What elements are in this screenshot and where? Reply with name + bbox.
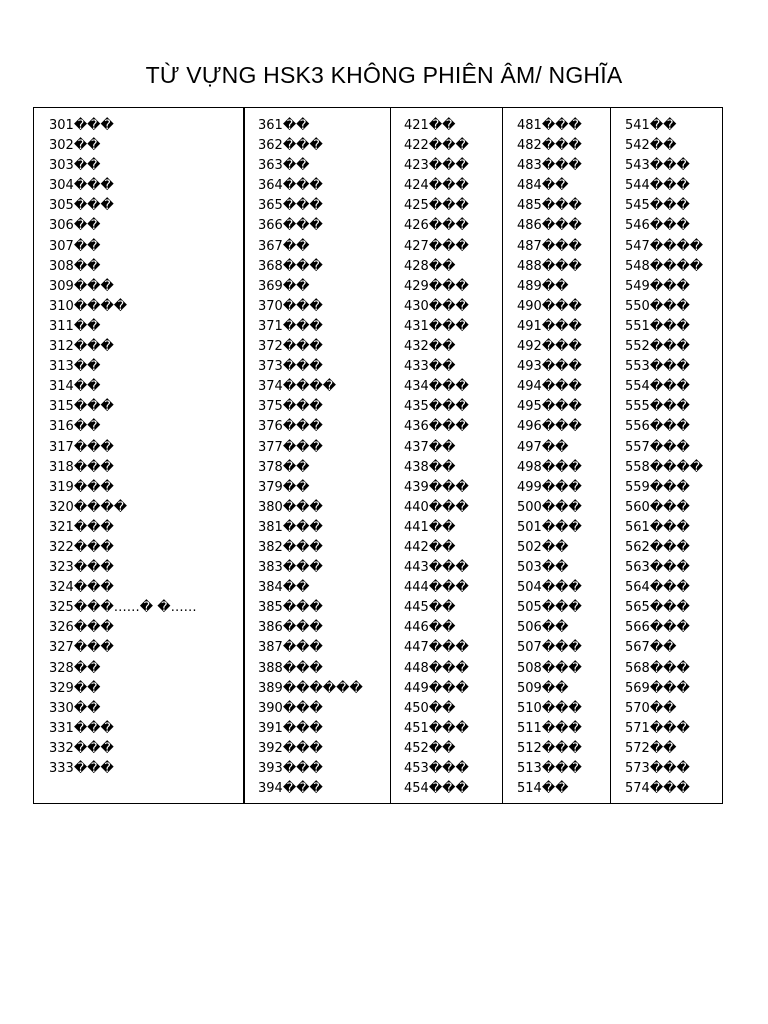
vocab-item: 510��� bbox=[517, 700, 582, 716]
vocab-item: 387��� bbox=[258, 640, 323, 656]
vocab-item: 322��� bbox=[49, 539, 114, 555]
vocab-item: 314�� bbox=[49, 379, 101, 395]
vocab-item: 555��� bbox=[625, 399, 690, 415]
vocab-item: 312��� bbox=[49, 339, 114, 355]
column-divider bbox=[610, 108, 611, 803]
vocab-item: 425��� bbox=[404, 198, 469, 214]
vocab-item: 325���……� �…… bbox=[49, 600, 197, 616]
vocab-item: 487��� bbox=[517, 238, 582, 254]
vocab-item: 369�� bbox=[258, 278, 310, 294]
vocab-item: 542�� bbox=[625, 138, 677, 154]
vocab-item: 307�� bbox=[49, 238, 101, 254]
vocab-item: 437�� bbox=[404, 439, 456, 455]
vocab-item: 567�� bbox=[625, 640, 677, 656]
vocab-item: 549��� bbox=[625, 278, 690, 294]
vocab-item: 393��� bbox=[258, 761, 323, 776]
vocab-item: 311�� bbox=[49, 318, 101, 334]
vocab-item: 423��� bbox=[404, 158, 469, 174]
vocab-item: 383��� bbox=[258, 560, 323, 576]
vocab-item: 503�� bbox=[517, 560, 569, 576]
vocab-item: 484�� bbox=[517, 178, 569, 194]
vocab-item: 502�� bbox=[517, 539, 569, 555]
vocab-item: 382��� bbox=[258, 539, 323, 555]
vocab-item: 498��� bbox=[517, 459, 582, 475]
vocab-item: 546��� bbox=[625, 218, 690, 234]
vocab-item: 392��� bbox=[258, 740, 323, 756]
vocab-item: 548���� bbox=[625, 258, 704, 274]
vocab-item: 541�� bbox=[625, 118, 677, 133]
vocab-item: 377��� bbox=[258, 439, 323, 455]
vocab-item: 323��� bbox=[49, 560, 114, 576]
vocab-item: 331��� bbox=[49, 720, 114, 736]
vocab-item: 547���� bbox=[625, 238, 704, 254]
vocab-item: 362��� bbox=[258, 138, 323, 154]
vocab-item: 388��� bbox=[258, 660, 323, 676]
vocab-item: 305��� bbox=[49, 198, 114, 214]
vocab-item: 554��� bbox=[625, 379, 690, 395]
vocab-item: 385��� bbox=[258, 600, 323, 616]
vocab-item: 501��� bbox=[517, 519, 582, 535]
vocab-item: 509�� bbox=[517, 680, 569, 696]
vocab-item: 481��� bbox=[517, 118, 582, 133]
vocab-item: 497�� bbox=[517, 439, 569, 455]
vocab-item: 330�� bbox=[49, 700, 101, 716]
vocab-item: 374���� bbox=[258, 379, 337, 395]
vocab-item: 453��� bbox=[404, 761, 469, 776]
vocab-item: 320���� bbox=[49, 499, 128, 515]
vocab-item: 514�� bbox=[517, 781, 569, 797]
vocab-item: 507��� bbox=[517, 640, 582, 656]
vocab-item: 565��� bbox=[625, 600, 690, 616]
column-divider bbox=[390, 108, 391, 803]
vocab-item: 361�� bbox=[258, 118, 310, 133]
vocab-item: 439��� bbox=[404, 479, 469, 495]
vocab-item: 557��� bbox=[625, 439, 690, 455]
vocab-item: 427��� bbox=[404, 238, 469, 254]
vocab-item: 368��� bbox=[258, 258, 323, 274]
vocab-item: 558���� bbox=[625, 459, 704, 475]
page-title: TỪ VỰNG HSK3 KHÔNG PHIÊN ÂM/ NGHĨA bbox=[145, 62, 623, 88]
vocab-item: 432�� bbox=[404, 339, 456, 355]
vocab-item: 310���� bbox=[49, 298, 128, 314]
vocab-item: 381��� bbox=[258, 519, 323, 535]
vocab-item: 488��� bbox=[517, 258, 582, 274]
vocab-item: 366��� bbox=[258, 218, 323, 234]
vocab-item: 571��� bbox=[625, 720, 690, 736]
vocab-column-3 bbox=[404, 116, 469, 799]
vocab-item: 304��� bbox=[49, 178, 114, 194]
vocab-item: 329�� bbox=[49, 680, 101, 696]
vocab-item: 445�� bbox=[404, 600, 456, 616]
vocab-item: 486��� bbox=[517, 218, 582, 234]
vocab-item: 426��� bbox=[404, 218, 469, 234]
vocab-item: 316�� bbox=[49, 419, 101, 435]
vocab-item: 544��� bbox=[625, 178, 690, 194]
vocab-item: 391��� bbox=[258, 720, 323, 736]
vocab-item: 506�� bbox=[517, 620, 569, 636]
vocab-item: 513��� bbox=[517, 761, 582, 776]
vocab-column-5 bbox=[625, 116, 703, 799]
vocab-item: 435��� bbox=[404, 399, 469, 415]
vocab-item: 365��� bbox=[258, 198, 323, 214]
column-divider bbox=[243, 108, 245, 803]
vocab-item: 363�� bbox=[258, 158, 310, 174]
vocab-item: 495��� bbox=[517, 399, 582, 415]
vocab-item: 574��� bbox=[625, 781, 690, 797]
vocab-item: 390��� bbox=[258, 700, 323, 716]
vocab-item: 550��� bbox=[625, 298, 690, 314]
vocab-item: 505��� bbox=[517, 600, 582, 616]
vocab-item: 306�� bbox=[49, 218, 101, 234]
vocab-item: 493��� bbox=[517, 359, 582, 375]
vocab-item: 492��� bbox=[517, 339, 582, 355]
vocab-item: 568��� bbox=[625, 660, 690, 676]
vocab-item: 309��� bbox=[49, 278, 114, 294]
vocab-item: 372��� bbox=[258, 339, 323, 355]
vocab-item: 315��� bbox=[49, 399, 114, 415]
vocab-item: 442�� bbox=[404, 539, 456, 555]
vocab-item: 553��� bbox=[625, 359, 690, 375]
vocab-item: 364��� bbox=[258, 178, 323, 194]
vocab-item: 499��� bbox=[517, 479, 582, 495]
vocab-item: 566��� bbox=[625, 620, 690, 636]
vocab-item: 436��� bbox=[404, 419, 469, 435]
vocab-item: 379�� bbox=[258, 479, 310, 495]
vocab-table bbox=[33, 107, 723, 804]
vocab-item: 483��� bbox=[517, 158, 582, 174]
vocab-item: 490��� bbox=[517, 298, 582, 314]
vocab-item: 373��� bbox=[258, 359, 323, 375]
vocab-item: 328�� bbox=[49, 660, 101, 676]
vocab-item: 389������ bbox=[258, 680, 363, 696]
vocab-item: 434��� bbox=[404, 379, 469, 395]
vocab-item: 318��� bbox=[49, 459, 114, 475]
vocab-item: 430��� bbox=[404, 298, 469, 314]
column-divider bbox=[502, 108, 503, 803]
vocab-item: 446�� bbox=[404, 620, 456, 636]
vocab-item: 451��� bbox=[404, 720, 469, 736]
vocab-item: 551��� bbox=[625, 318, 690, 334]
vocab-item: 429��� bbox=[404, 278, 469, 294]
vocab-item: 500��� bbox=[517, 499, 582, 515]
vocab-item: 511��� bbox=[517, 720, 582, 736]
vocab-item: 570�� bbox=[625, 700, 677, 716]
vocab-item: 313�� bbox=[49, 359, 101, 375]
vocab-item: 444��� bbox=[404, 580, 469, 596]
vocab-column-4 bbox=[517, 116, 582, 799]
vocab-item: 485��� bbox=[517, 198, 582, 214]
vocab-item: 452�� bbox=[404, 740, 456, 756]
vocab-item: 491��� bbox=[517, 318, 582, 334]
vocab-item: 447��� bbox=[404, 640, 469, 656]
vocab-item: 431��� bbox=[404, 318, 469, 334]
vocab-item: 443��� bbox=[404, 560, 469, 576]
vocab-item: 438�� bbox=[404, 459, 456, 475]
vocab-item: 560��� bbox=[625, 499, 690, 515]
vocab-item: 371��� bbox=[258, 318, 323, 334]
vocab-column-2 bbox=[258, 116, 363, 799]
vocab-item: 302�� bbox=[49, 138, 101, 154]
vocab-item: 562��� bbox=[625, 539, 690, 555]
vocab-item: 422��� bbox=[404, 138, 469, 154]
vocab-item: 563��� bbox=[625, 560, 690, 576]
vocab-item: 496��� bbox=[517, 419, 582, 435]
vocab-item: 454��� bbox=[404, 781, 469, 797]
vocab-item: 441�� bbox=[404, 519, 456, 535]
vocab-item: 319��� bbox=[49, 479, 114, 495]
vocab-item: 386��� bbox=[258, 620, 323, 636]
vocab-item: 376��� bbox=[258, 419, 323, 435]
vocab-item: 569��� bbox=[625, 680, 690, 696]
vocab-item: 324��� bbox=[49, 580, 114, 596]
vocab-item: 333��� bbox=[49, 761, 114, 776]
vocab-item: 489�� bbox=[517, 278, 569, 294]
vocab-item: 504��� bbox=[517, 580, 582, 596]
vocab-item: 543��� bbox=[625, 158, 690, 174]
vocab-item: 564��� bbox=[625, 580, 690, 596]
vocab-item: 332��� bbox=[49, 740, 114, 756]
vocab-item: 508��� bbox=[517, 660, 582, 676]
vocab-item: 308�� bbox=[49, 258, 101, 274]
vocab-item: 394��� bbox=[258, 781, 323, 797]
vocab-item: 303�� bbox=[49, 158, 101, 174]
vocab-item: 375��� bbox=[258, 399, 323, 415]
vocab-item: 428�� bbox=[404, 258, 456, 274]
vocab-item: 380��� bbox=[258, 499, 323, 515]
vocab-item: 450�� bbox=[404, 700, 456, 716]
vocab-item: 384�� bbox=[258, 580, 310, 596]
vocab-item: 301��� bbox=[49, 118, 114, 133]
vocab-item: 545��� bbox=[625, 198, 690, 214]
vocab-item: 561��� bbox=[625, 519, 690, 535]
vocab-item: 448��� bbox=[404, 660, 469, 676]
vocab-column-1 bbox=[49, 116, 197, 779]
vocab-item: 367�� bbox=[258, 238, 310, 254]
vocab-item: 424��� bbox=[404, 178, 469, 194]
vocab-item: 573��� bbox=[625, 761, 690, 776]
vocab-item: 326��� bbox=[49, 620, 114, 636]
vocab-item: 433�� bbox=[404, 359, 456, 375]
vocab-item: 482��� bbox=[517, 138, 582, 154]
vocab-item: 556��� bbox=[625, 419, 690, 435]
vocab-item: 321��� bbox=[49, 519, 114, 535]
vocab-item: 552��� bbox=[625, 339, 690, 355]
vocab-item: 378�� bbox=[258, 459, 310, 475]
vocab-item: 370��� bbox=[258, 298, 323, 314]
vocab-item: 572�� bbox=[625, 740, 677, 756]
vocab-item: 317��� bbox=[49, 439, 114, 455]
vocab-item: 494��� bbox=[517, 379, 582, 395]
vocab-item: 421�� bbox=[404, 118, 456, 133]
vocab-item: 512��� bbox=[517, 740, 582, 756]
vocab-item: 440��� bbox=[404, 499, 469, 515]
vocab-item: 327��� bbox=[49, 640, 114, 656]
vocab-item: 449��� bbox=[404, 680, 469, 696]
vocab-item: 559��� bbox=[625, 479, 690, 495]
